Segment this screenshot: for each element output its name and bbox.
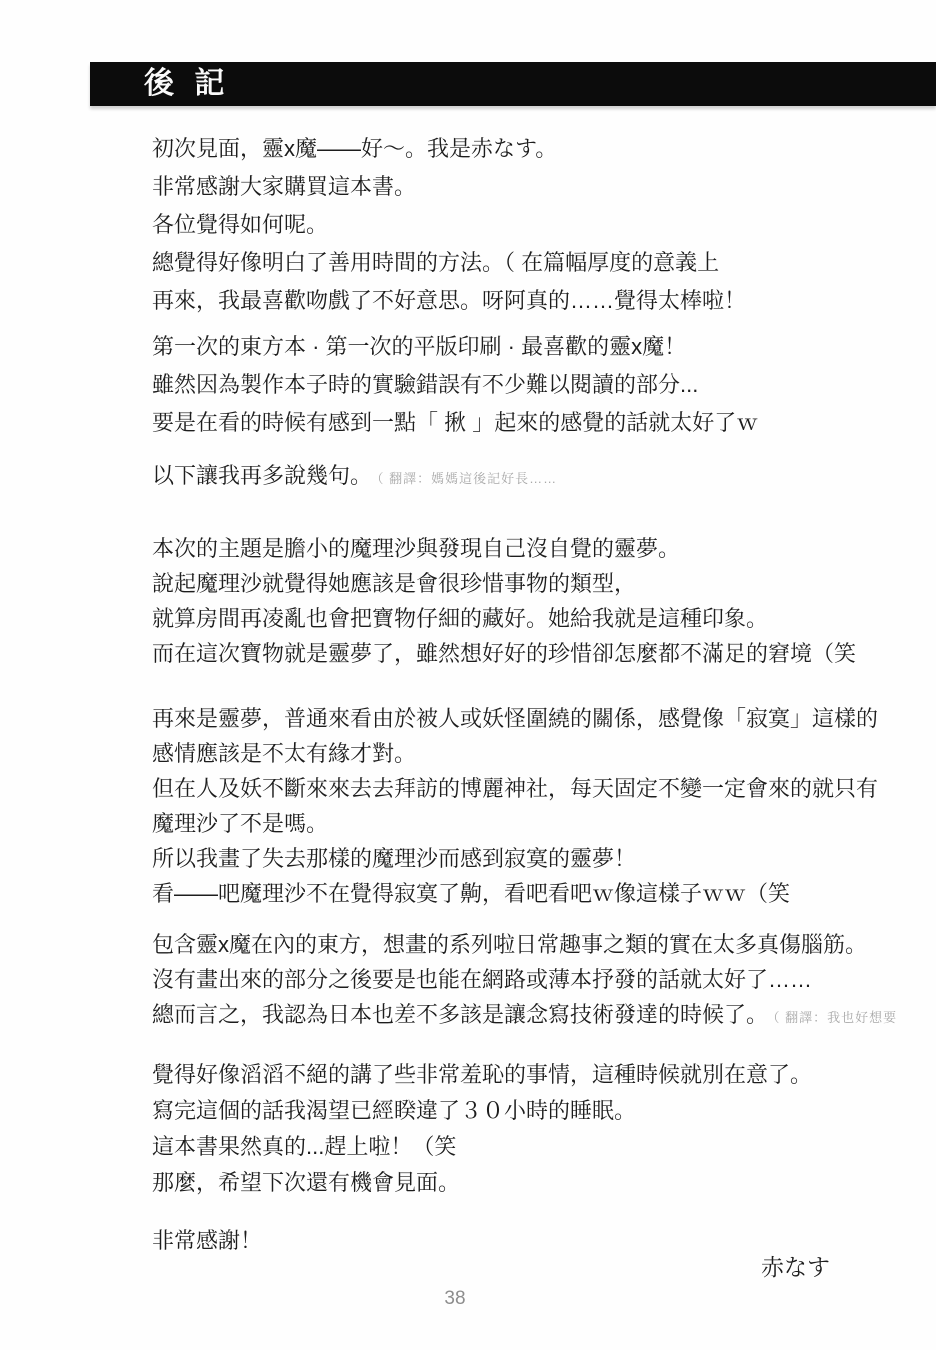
text-line-main: 總而言之，我認為日本也差不多該是讓念寫技術發達的時候了。 (152, 1002, 769, 1027)
paragraph-firsts (152, 328, 928, 442)
text-line: 而在這次寶物就是靈夢了，雖然想好好的珍惜卻怎麼都不滿足的窘境（笑 (152, 641, 857, 666)
paragraph-greeting (152, 130, 928, 320)
text-line: 沒有畫出來的部分之後要是也能在網路或薄本抒發的話就太好了…… (152, 967, 813, 992)
text-line: 覺得好像滔滔不絕的講了些非常羞恥的事情，這種時候就別在意了。 (152, 1062, 813, 1087)
text-line: 初次見面，靈x魔——好～。我是赤なす。 (152, 136, 558, 161)
paragraph-closing (152, 1057, 928, 1201)
section-header-bar (90, 62, 936, 106)
text-line: 魔理沙了不是嗎。 (152, 811, 329, 836)
text-line: 看——吧魔理沙不在覺得寂寞了齁，看吧看吧ｗ像這樣子ｗｗ（笑 (152, 881, 791, 906)
paragraph-theme (152, 531, 928, 671)
text-line: 非常感謝大家購買這本書。 (152, 174, 417, 199)
text-line: 包含靈x魔在內的東方，想畫的系列啦日常趣事之類的實在太多真傷腦筋。 (152, 932, 868, 957)
text-line: 雖然因為製作本子時的實驗錯誤有不少難以閱讀的部分... (152, 372, 699, 397)
text-line: 那麼，希望下次還有機會見面。 (152, 1170, 461, 1195)
paragraph-reimu (152, 701, 928, 911)
text-line: 這本書果然真的...趕上啦！（笑 (152, 1134, 457, 1159)
text-line: 總覺得好像明白了善用時間的方法。（ 在篇幅厚度的意義上 (152, 250, 720, 275)
text-line: 寫完這個的話我渴望已經睽違了３０小時的睡眠。 (152, 1098, 637, 1123)
text-line: 再來，我最喜歡吻戲了不好意思。呀阿真的……覺得太棒啦！ (152, 288, 747, 313)
text-line: 但在人及妖不斷來來去去拜訪的博麗神社，每天固定不變一定會來的就只有 (152, 776, 879, 801)
text-line: 要是在看的時候有感到一點「 揪 」起來的感覺的話就太好了ｗ (152, 410, 759, 435)
text-line: 就算房間再凌亂也會把寶物仔細的藏好。她給我就是這種印象。 (152, 606, 769, 631)
text-line: 各位覺得如何呢。 (152, 212, 329, 237)
page-title: 後 記 (144, 67, 231, 100)
paragraph-lead-in (152, 457, 928, 498)
afterword-text (152, 130, 928, 1259)
translator-note: （ 翻譯：媽媽這後記好長…… (377, 471, 558, 486)
text-line (152, 997, 928, 1035)
page-number: 38 (444, 1288, 466, 1309)
text-line: 非常感謝！ (152, 1228, 263, 1253)
text-line: 感情應該是不太有緣才對。 (152, 741, 417, 766)
text-line: 所以我畫了失去那樣的魔理沙而感到寂寞的靈夢！ (152, 846, 637, 871)
text-line (152, 457, 928, 498)
text-line: 再來是靈夢，普通來看由於被人或妖怪圍繞的關係，感覺像「寂寞」這樣的 (152, 706, 879, 731)
author-signature: 赤なす (761, 1254, 830, 1280)
text-line: 第一次的東方本 · 第一次的平版印刷 · 最喜歡的靈x魔！ (152, 334, 687, 359)
paragraph-series (152, 927, 928, 1035)
text-line-main: 以下讓我再多說幾句。 (152, 463, 373, 488)
text-line: 說起魔理沙就覺得她應該是會很珍惜事物的類型， (152, 571, 637, 596)
text-line: 本次的主題是膽小的魔理沙與發現自己沒自覺的靈夢。 (152, 536, 681, 561)
translator-note: （ 翻譯：我也好想要 (773, 1010, 898, 1025)
